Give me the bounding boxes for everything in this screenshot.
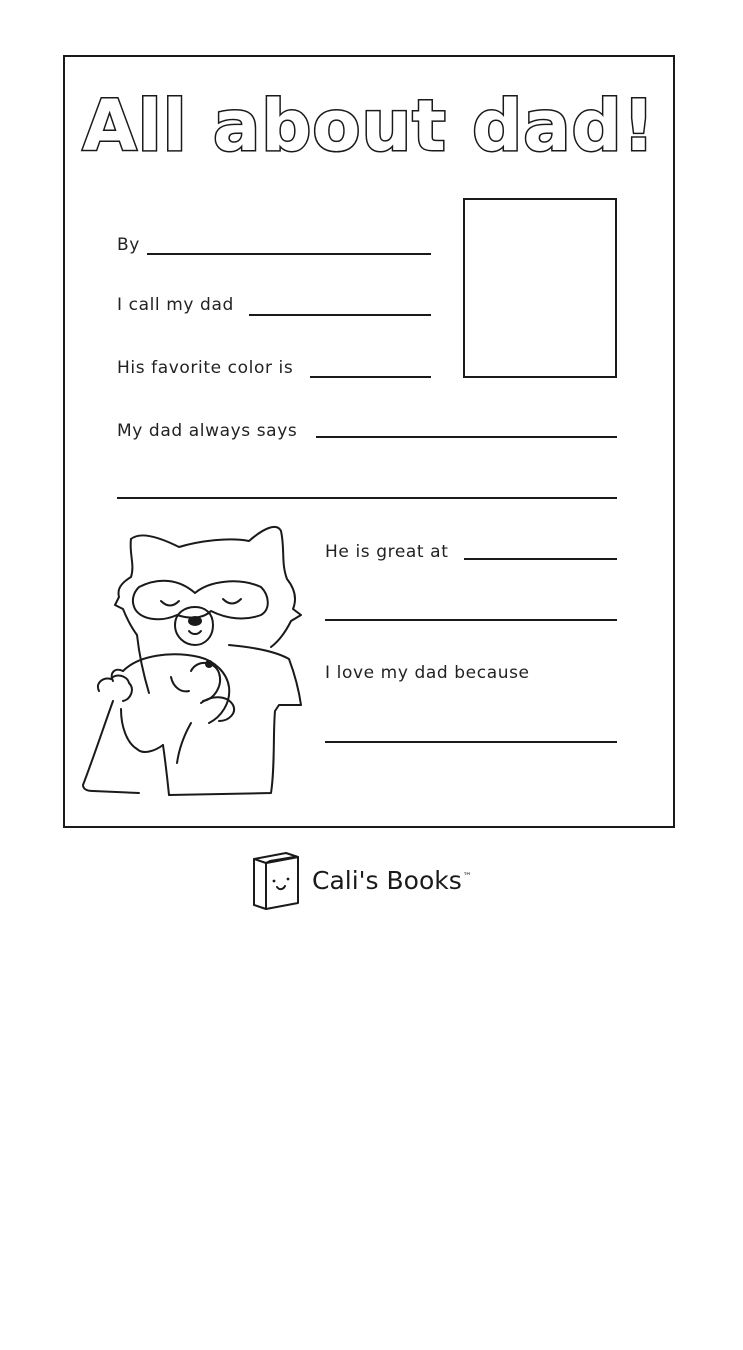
dad-eye-right xyxy=(223,599,241,604)
dad-head-outline xyxy=(131,527,301,647)
child-face-patch xyxy=(191,663,220,701)
photo-box xyxy=(463,198,617,378)
answer-line-great-2 xyxy=(325,619,617,621)
dad-shirt-left xyxy=(137,635,149,693)
field-label-call: I call my dad xyxy=(117,295,234,315)
answer-line-color xyxy=(310,376,431,378)
worksheet-sheet xyxy=(63,55,675,828)
child-body-line xyxy=(163,745,169,795)
child-cheek xyxy=(171,677,189,691)
dad-snout xyxy=(175,607,213,645)
dad-nose xyxy=(189,617,201,625)
answer-line-by xyxy=(147,253,431,255)
dad-mask xyxy=(133,581,268,620)
field-label-love: I love my dad because xyxy=(325,663,530,683)
dad-cheek-left xyxy=(115,539,137,635)
field-label-color: His favorite color is xyxy=(117,358,294,378)
answer-line-great xyxy=(464,558,617,560)
child-arm xyxy=(121,709,163,752)
dad-shirt-right xyxy=(169,645,301,795)
dad-eye-left xyxy=(161,601,179,606)
book-icon xyxy=(250,849,300,911)
dad-arm-line xyxy=(177,723,191,763)
dad-mouth xyxy=(189,631,201,634)
dad-hand-left xyxy=(98,676,132,701)
field-label-by: By xyxy=(117,235,140,255)
brand-trademark: ™ xyxy=(462,872,472,883)
worksheet-title: All about dad! xyxy=(82,85,656,167)
field-label-says: My dad always says xyxy=(117,421,298,441)
child-nose xyxy=(206,661,212,667)
answer-line-says-2 xyxy=(117,497,617,499)
field-label-great: He is great at xyxy=(325,542,449,562)
answer-line-says xyxy=(316,436,617,438)
child-body-left xyxy=(83,701,139,793)
brand-logo xyxy=(250,848,472,912)
answer-line-love xyxy=(325,741,617,743)
brand-name: Cali's Books™ xyxy=(312,865,472,895)
answer-line-call xyxy=(249,314,431,316)
raccoon-hug-illustration xyxy=(79,523,309,798)
